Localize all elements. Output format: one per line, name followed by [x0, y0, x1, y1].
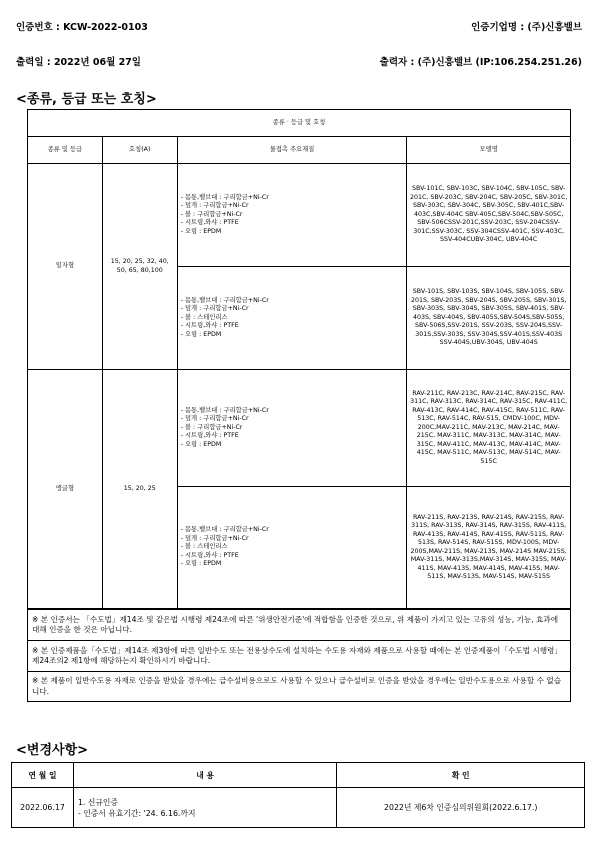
- section-title-types: <종류, 등급 또는 호칭>: [16, 92, 157, 107]
- material-cell: [177, 267, 407, 370]
- model-cell: SBV-101S, SBV-103S, SBV-104S, SBV-105S, SBV-201S, SBV-203S, SBV-204S, SBV-205S, SBV-301S, SBV-303S, SBV-304S, SBV-305S, SBV-401S, SBV-403S, SBV-404S, SBV-405S,SBV-504S,SBV-505S, SBV-506S,SSV-201S, SSV-203S, SSV-204S,SSV-301S,SSV-303S, SSV-304S,SSV-401S,SSV-403S SSV-404S,UBV-304S, UBV-404S: [407, 267, 571, 370]
- model-cell: RAV-211C, RAV-213C, RAV-214C, RAV-215C, RAV-311C, RAV-313C, RAV-314C, RAV-315C, RAV-411C, RAV-413C, RAV-414C, RAV-415C, RAV-511C, RAV-513C, RAV-514C, RAV-515, CMDV-100C, MDV-200C,MAV-211C, MAV-213C, MAV-214C, MAV-215C, MAV-311C, MAV-313C, MAV-314C, MAV-315C, MAV-411C, MAV-413C, MAV-414C, MAV-415C, MAV-511C, MAV-513C, MAV-514C, MAV-515C: [407, 370, 571, 487]
- printer-info: 출력자 : (주)신흥밸브 (IP:106.254.251.26): [379, 57, 582, 68]
- model-cell: RAV-211S, RAV-213S, RAV-214S, RAV-215S, RAV-311S, RAV-313S, RAV-314S, RAV-315S, RAV-411S, RAV-413S, RAV-414S, RAV-415S, RAV-511S, RAV-513S, RAV-514S, RAV-515S, MDV-100S, MDV-200S,MAV-211S, MAV-213S, MAV-214S MAV-215S, MAV-311S, MAV-313S,MAV-314S, MAV-315S, MAV-411S, MAV-413S, MAV-414S, MAV-415S, MAV-511S, MAV-513S, MAV-514S, MAV-515S: [407, 487, 571, 609]
- col-header-material: 물접촉 주요재질: [177, 137, 407, 164]
- size-cell: 15, 20, 25, 32, 40, 50, 65, 80,100: [102, 164, 177, 370]
- section-title-changes: <변경사항>: [16, 743, 89, 758]
- company-name: 인증기업명 : (주)신흥밸브: [471, 22, 582, 33]
- material-line: - 볼 : 구리합금+Ni-Cr: [180, 423, 243, 431]
- material-line: - 시트링,와샤 : PTFE: [180, 432, 239, 440]
- table-top-header-row: [28, 110, 571, 137]
- change-date: 2022.06.17: [12, 788, 74, 828]
- change-content-line: 1. 신규인증: [77, 797, 118, 807]
- material-line: - 시트링,와샤 : PTFE: [180, 551, 239, 559]
- material-line: - 덮개 : 구리합금+Ni-Cr: [180, 534, 249, 542]
- model-cell: SBV-101C, SBV-103C, SBV-104C, SBV-105C, SBV-201C, SBV-203C, SBV-204C, SBV-205C, SBV-301C, SBV-303C, SBV-304C, SBV-305C, SBV-401C,SBV-403C,SBV-404C SBV-405C,SBV-504C,SBV-505C, SBV-506CSSV-201C,SSV-203C, SSV-204CSSV-301C,SSV-303C, SSV-304CSSV-401C, SSV-403C, SSV-404CUBV-304C, UBV-404C: [407, 164, 571, 267]
- material-line: - 볼 : 스테인리스: [180, 543, 228, 551]
- change-content: [73, 788, 336, 828]
- material-line: - 덮개 : 구리합금+Ni-Cr: [180, 202, 249, 210]
- material-line: - 덮개 : 구리합금+Ni-Cr: [180, 415, 249, 423]
- table-row: [28, 164, 571, 267]
- changes-header-content: 내 용: [73, 763, 336, 788]
- table-header-row: [28, 137, 571, 164]
- col-header-model: 모델명: [407, 137, 571, 164]
- material-line: - 시트링,와샤 : PTFE: [180, 322, 239, 330]
- material-line: - 몸통,뱉브대 : 구리합금+Ni-Cr: [180, 296, 269, 304]
- material-cell: [177, 370, 407, 487]
- change-content-line: - 인증서 유효기간: '24. 6.16.까지: [77, 808, 196, 818]
- table-row: [28, 370, 571, 487]
- type-cell: 앵글형: [28, 370, 103, 609]
- type-cell: 일자형: [28, 164, 103, 370]
- material-line: - 볼 : 구리합금+Ni-Cr: [180, 210, 243, 218]
- note-3: ※ 본 제품이 일반수도용 자재로 인증을 받았을 경우에는 급수설비용으로도 사용할 수 있으나 급수설비로 인증을 받았을 경우에는 일반수도용으로 사용할 수 없습니다.: [28, 672, 571, 702]
- note-1: ※ 본 인증서는 「수도법」제14조 및 같은법 시행령 제24조에 따른 '위생안전기준'에 적합함을 인증한 것으로, 위 제품이 가지고 있는 고유의 성능, 기능, 효과에 대해 인증을 한 것은 아닙니다.: [28, 610, 571, 641]
- col-header-type: 종류 및 등급: [28, 137, 103, 164]
- changes-header-confirm: 확 인: [337, 763, 585, 788]
- material-line: - 오링 : EPDM: [180, 440, 222, 448]
- changes-header-row: [12, 763, 585, 788]
- material-line: - 볼 : 스테인리스: [180, 313, 228, 321]
- note-2: ※ 본 인증제품을「수도법」제14조 제3항에 따른 일반수도 또는 전용상수도에 설치하는 수도용 자재와 제품으로 사용할 때에는 본 인증제품이「수도법 시행령」제24조의2 제1항에 해당하는지 확인하시기 바랍니다.: [28, 641, 571, 672]
- changes-header-date: 연 월 일: [12, 763, 74, 788]
- changes-table: [11, 762, 585, 828]
- notes-table: [27, 609, 571, 702]
- types-table: [27, 109, 571, 609]
- size-cell: 15, 20, 25: [102, 370, 177, 609]
- material-cell: [177, 487, 407, 609]
- material-line: - 덮개 : 구리합금+Ni-Cr: [180, 305, 249, 313]
- material-line: - 오링 : EPDM: [180, 560, 222, 568]
- table-top-header: 종류 · 등급 및 호칭: [28, 110, 571, 137]
- table-row: [12, 788, 585, 828]
- material-line: - 오링 : EPDM: [180, 330, 222, 338]
- material-line: - 몸통,뱉브대 : 구리합금+Ni-Cr: [180, 406, 269, 414]
- col-header-size: 호칭(A): [102, 137, 177, 164]
- material-line: - 몸통,뱉브대 : 구리합금+Ni-Cr: [180, 526, 269, 534]
- cert-number: 인증번호 : KCW-2022-0103: [16, 22, 148, 33]
- change-confirm: 2022년 제6차 인증심의위원회(2022.6.17.): [337, 788, 585, 828]
- material-line: - 몸통,뱉브대 : 구리합금+Ni-Cr: [180, 193, 269, 201]
- material-cell: [177, 164, 407, 267]
- material-line: - 시트링,와샤 : PTFE: [180, 219, 239, 227]
- print-date: 출력일 : 2022년 06월 27일: [16, 57, 141, 68]
- material-line: - 오링 : EPDM: [180, 227, 222, 235]
